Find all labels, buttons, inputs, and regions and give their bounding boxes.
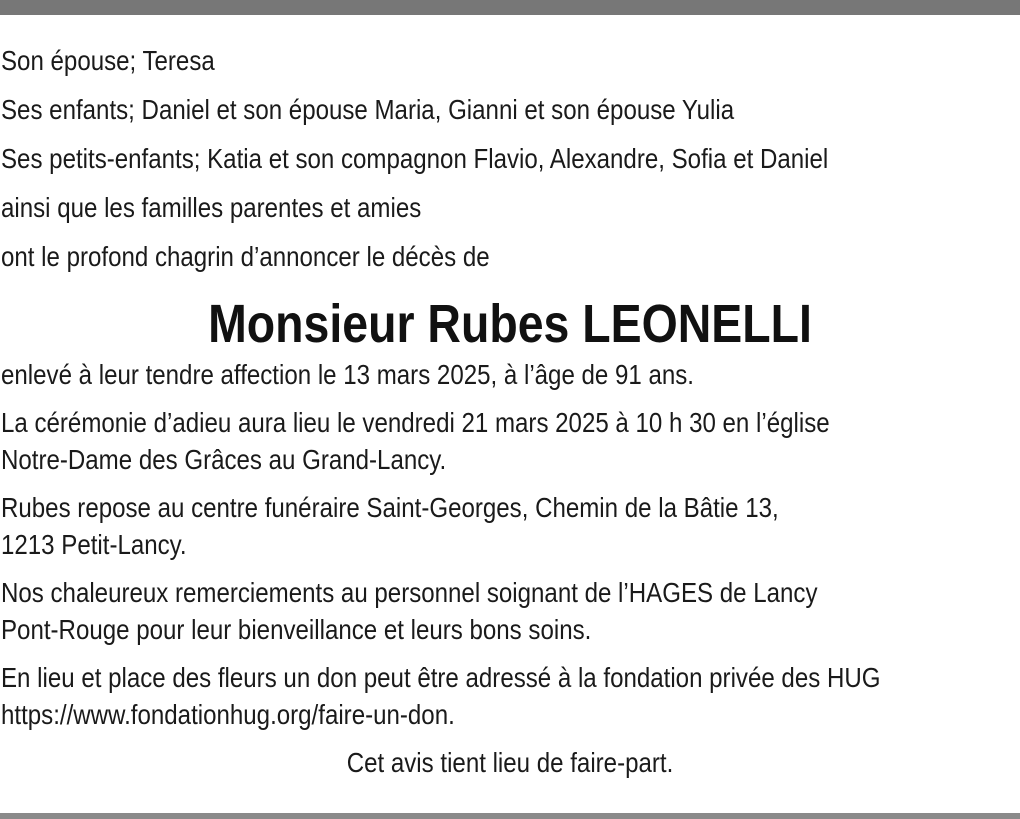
bottom-border-rule xyxy=(0,813,1020,819)
intro-line-announcement: ont le profond chagrin d’annoncer le décès de xyxy=(1,241,490,272)
paragraph-line: Pont-Rouge pour leur bienveillance et leurs bons soins. xyxy=(1,614,592,645)
intro-line-families: ainsi que les familles parentes et amies xyxy=(1,192,422,223)
paragraph-passing xyxy=(1,356,876,393)
paragraph-thanks xyxy=(1,574,876,648)
intro-line-spouse: Son épouse; Teresa xyxy=(1,45,215,76)
paragraph-line: Nos chaleureux remerciements au personnel soignant de l’HAGES de Lancy xyxy=(1,577,818,608)
paragraph-line: Notre-Dame des Grâces au Grand-Lancy. xyxy=(1,444,447,475)
intro-line-grandchildren: Ses petits-enfants; Katia et son compagnon Flavio, Alexandre, Sofia et Daniel xyxy=(1,143,829,174)
deceased-name: Monsieur Rubes LEONELLI xyxy=(208,294,812,354)
paragraph-line: En lieu et place des fleurs un don peut être adressé à la fondation privée des HUG xyxy=(1,662,881,693)
paragraph-ceremony xyxy=(1,404,876,478)
top-border-rule xyxy=(0,0,1020,15)
closing-note: Cet avis tient lieu de faire-part. xyxy=(346,747,674,778)
paragraph-line: Rubes repose au centre funéraire Saint-Georges, Chemin de la Bâtie 13, xyxy=(1,492,779,523)
paragraph-donation xyxy=(1,659,881,733)
paragraph-line: La cérémonie d’adieu aura lieu le vendredi 21 mars 2025 à 10 h 30 en l’église xyxy=(1,407,830,438)
paragraph-repose xyxy=(1,489,876,563)
paragraph-line: enlevé à leur tendre affection le 13 mars 2025, à l’âge de 91 ans. xyxy=(1,359,694,390)
death-notice xyxy=(1,36,1019,781)
intro-line-children: Ses enfants; Daniel et son épouse Maria, Gianni et son épouse Yulia xyxy=(1,94,735,125)
paragraph-line: 1213 Petit-Lancy. xyxy=(1,529,187,560)
donation-link: https://www.fondationhug.org/faire-un-don. xyxy=(1,699,455,730)
